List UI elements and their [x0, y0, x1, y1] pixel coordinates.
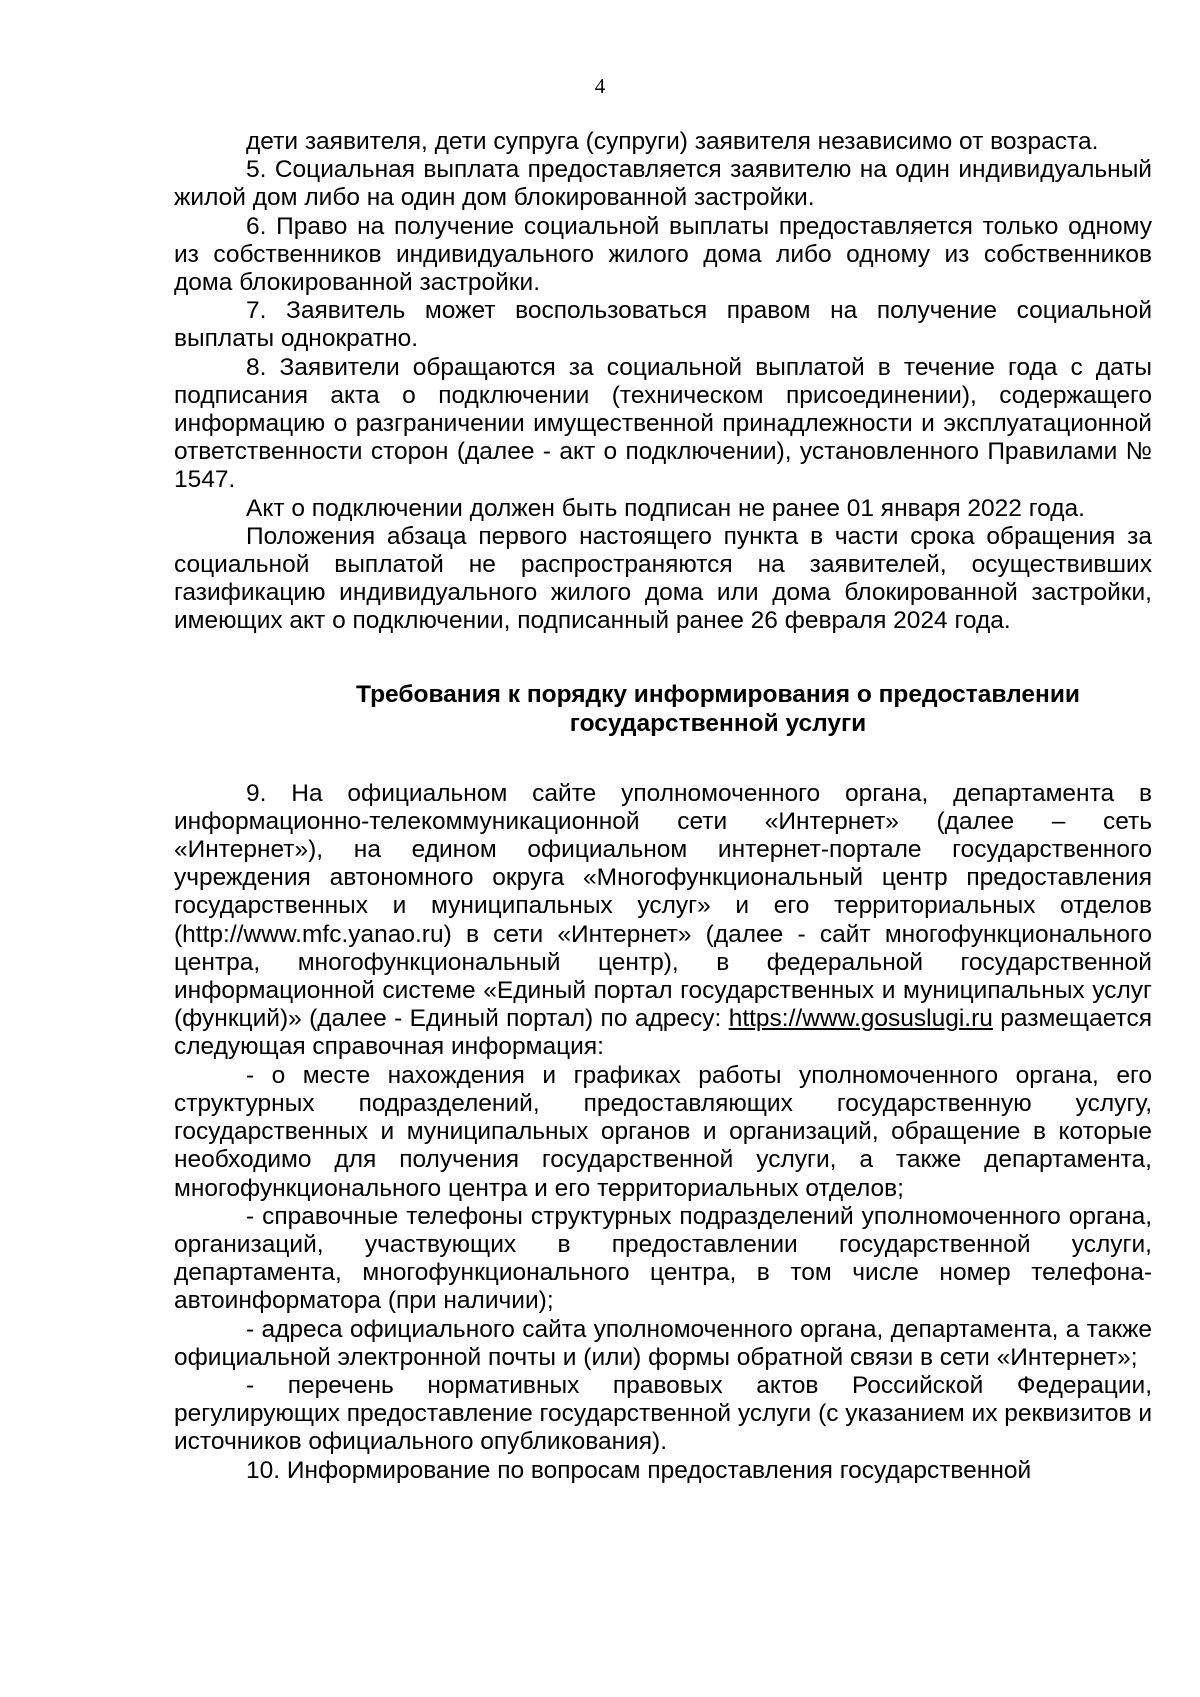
paragraph: 6. Право на получение социальной выплаты предоставляется только одному из собственников индивидуального жилого дома либо одному из собственников дома блокированной застройки. — [174, 212, 1152, 297]
item-9-paragraph — [174, 780, 1152, 1062]
list-item: - адреса официального сайта уполномоченного органа, департамента, а также официальной электронной почты и (или) формы обратной связи в сети «Интернет»; — [174, 1315, 1152, 1371]
list-item: - перечень нормативных правовых актов Российской Федерации, регулирующих предоставление государственной услуги (с указанием их реквизитов и источников официального опубликования). — [174, 1371, 1152, 1456]
item-9-text-end: размещается следующая справочная информация: — [174, 1005, 1152, 1061]
list-item: - справочные телефоны структурных подразделений уполномоченного органа, организаций, участвующих в предоставлении государственной услуги, департамента, многофункционального центра, в том числе номер телефона-автоинформатора (при наличии); — [174, 1202, 1152, 1315]
paragraph: Положения абзаца первого настоящего пункта в части срока обращения за социальной выплатой не распространяются на заявителей, осуществивших газификацию индивидуального жилого дома или дома блокированной застройки, имеющих акт о подключении, подписанный ранее 26 февраля 2024 года. — [174, 522, 1152, 635]
item-10-paragraph: 10. Информирование по вопросам предоставления государственной — [246, 1456, 1032, 1484]
list-item: - о месте нахождения и графиках работы уполномоченного органа, его структурных подразделений, предоставляющих государственную услугу, государственных и муниципальных органов и организаций, обращение в которые необходимо для получения государственной услуги, а также департамента, многофункционального центра и его территориальных отделов; — [174, 1061, 1152, 1202]
section-heading — [174, 680, 1152, 738]
paragraph: дети заявителя, дети супруга (супруги) заявителя независимо от возраста. — [246, 128, 1099, 155]
paragraph: 8. Заявители обращаются за социальной выплатой в течение года с даты подписания акта о подключении (техническом присоединении), содержащего информацию о разграничении имущественной принадлежности и эксплуатационной ответственности сторон (далее - акт о подключении), установленного Правилами № 1547. — [174, 353, 1152, 494]
paragraph: 7. Заявитель может воспользоваться правом на получение социальной выплаты однократно. — [174, 297, 1152, 353]
gosuslugi-link[interactable]: https://www.gosuslugi.ru — [728, 1005, 993, 1033]
paragraph: Акт о подключении должен быть подписан не ранее 01 января 2022 года. — [246, 494, 1085, 522]
item-9-text: 9. На официальном сайте уполномоченного органа, департамента в информационно-телекоммуникационной сети «Интернет» (далее – сеть «Интернет»), на едином официальном интернет-портале государственного учреждения автономного округа «Многофункциональный центр предоставления государственных и муниципальных услуг» и его территориальных отделов (http://www.mfc.yanao.ru) в сети «Интернет» (далее - сайт многофункционального центра, многофункциональный центр), в федеральной государственной информационной системе «Единый портал государственных и муниципальных услуг (функций)» (далее - Единый портал) по адресу: — [174, 779, 1152, 1033]
document-body — [174, 128, 1152, 1485]
section-heading-line: государственной услуги — [569, 709, 867, 737]
page-number: 4 — [594, 74, 606, 98]
paragraph: 5. Социальная выплата предоставляется заявителю на один индивидуальный жилой дом либо на один дом блокированной застройки. — [174, 156, 1152, 212]
section-heading-line: Требования к порядку информирования о предоставлении — [356, 680, 1080, 708]
